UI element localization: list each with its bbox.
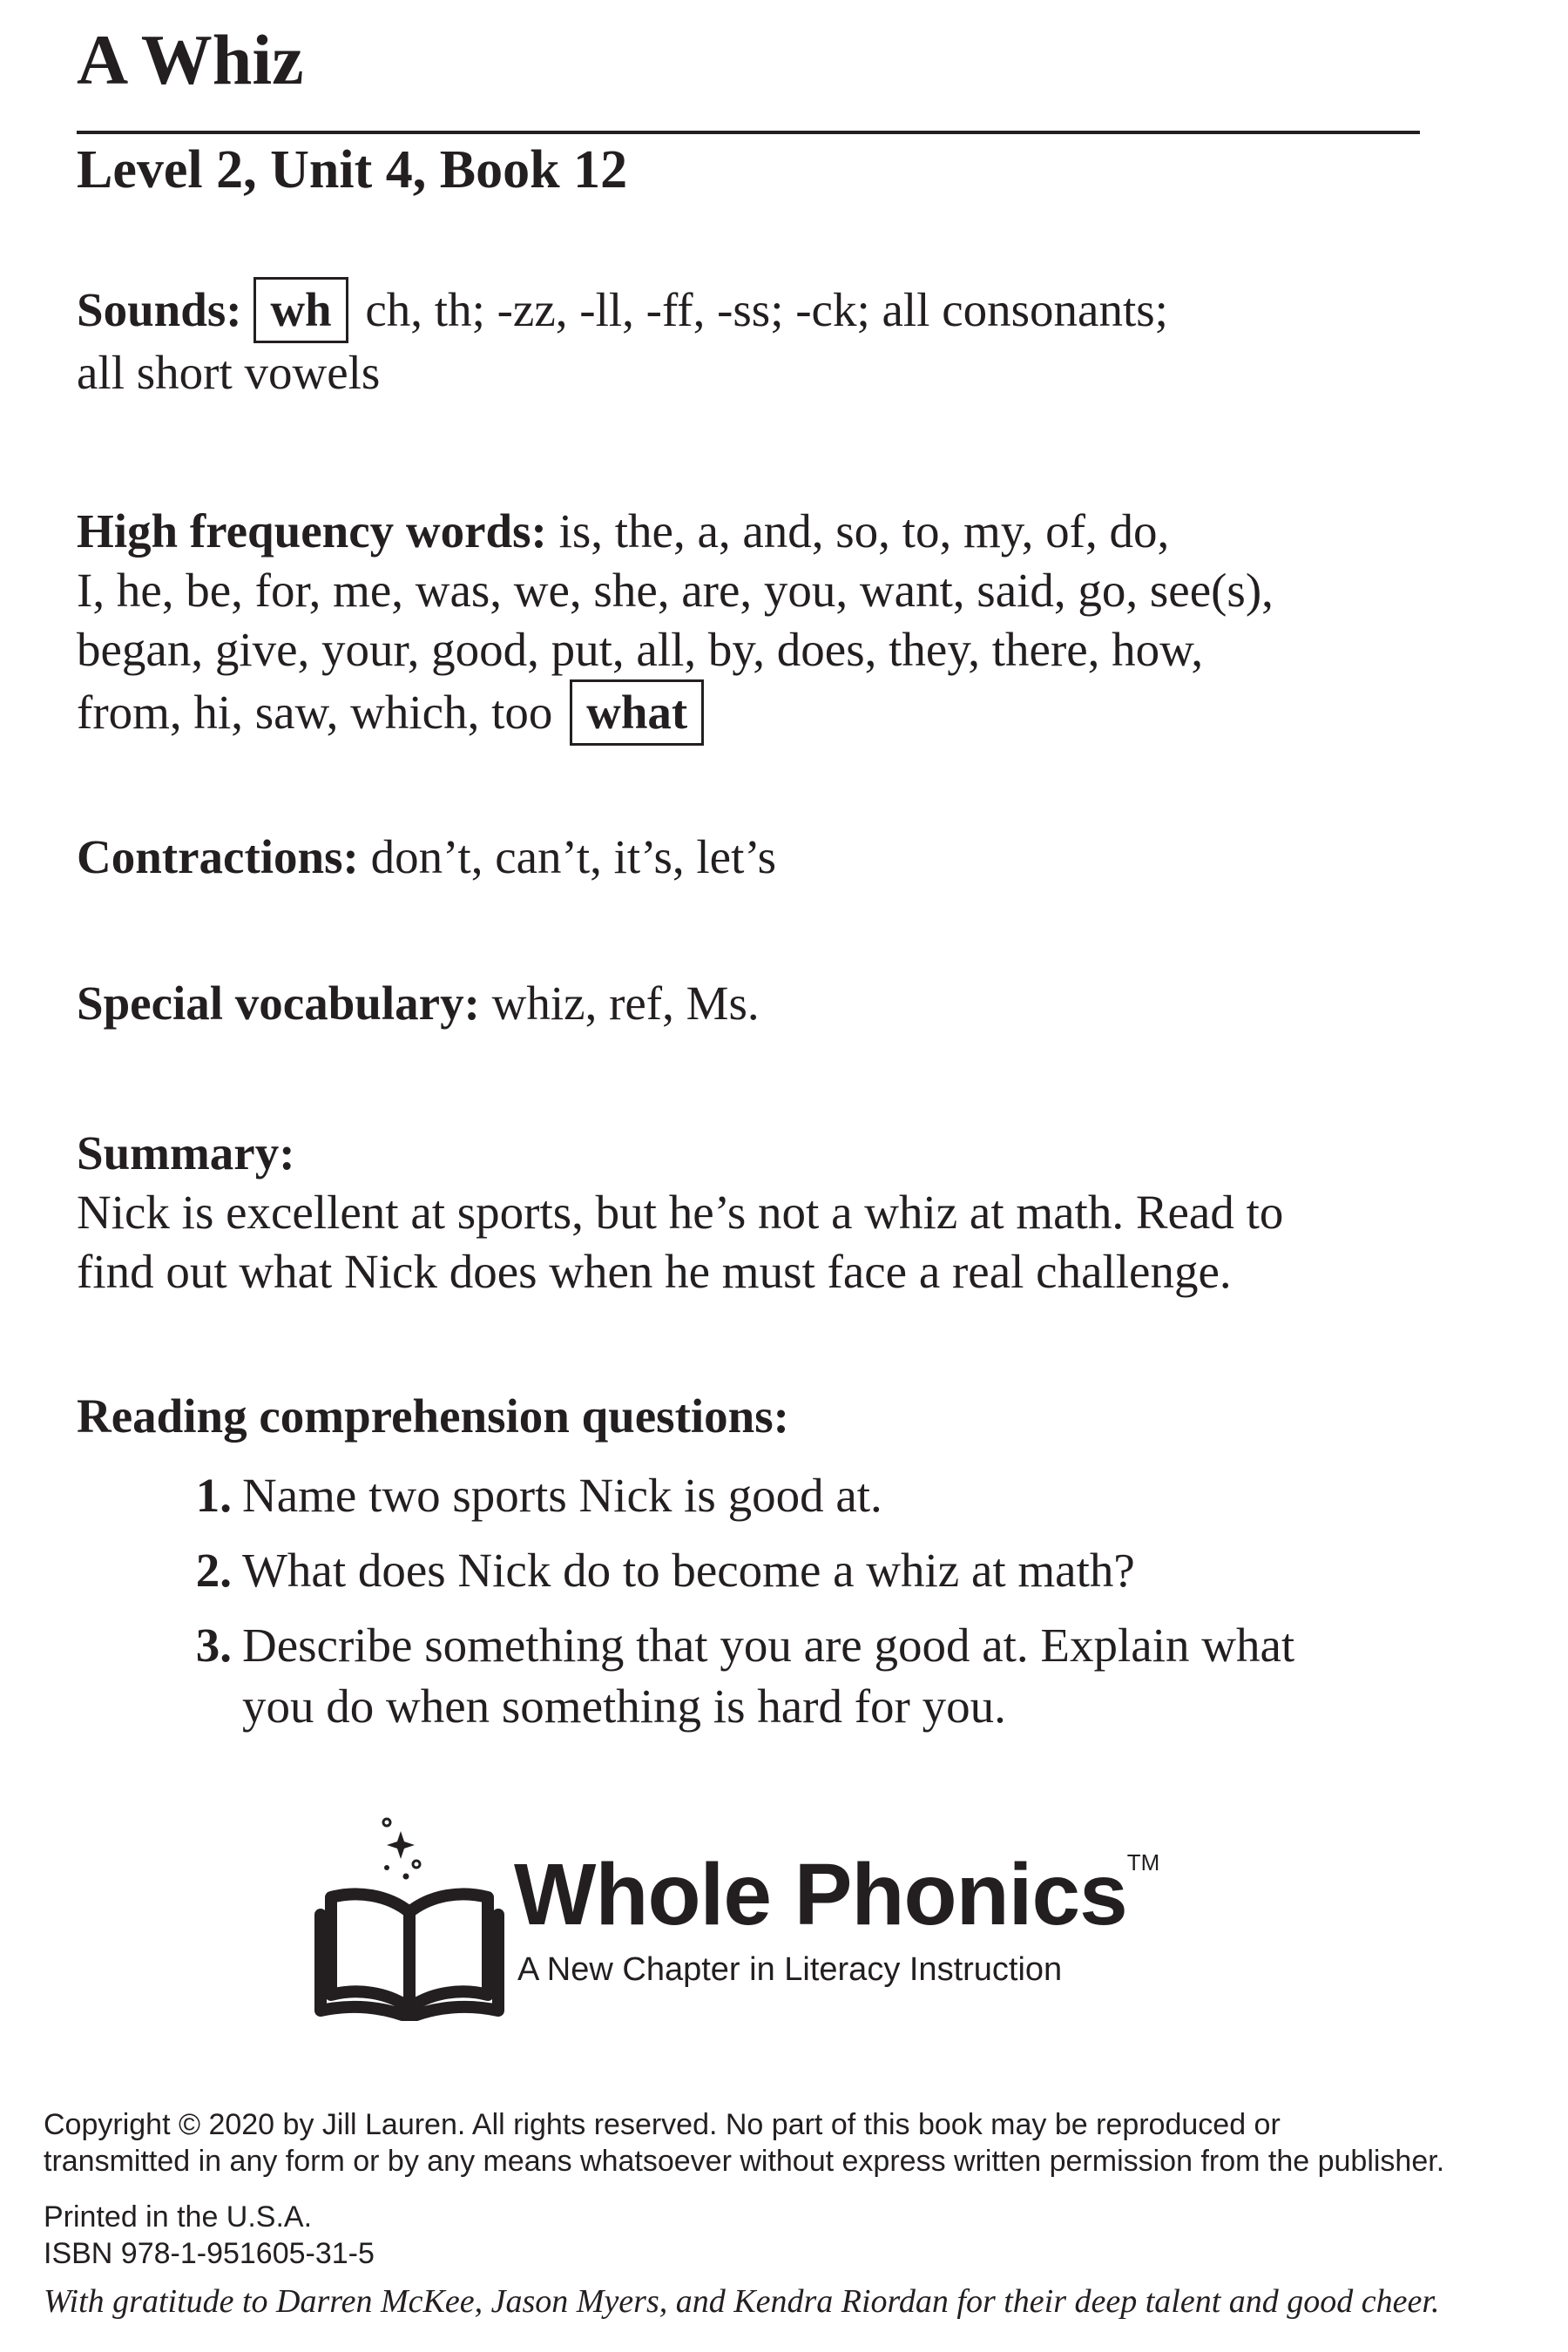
question-text: What does Nick do to become a whiz at math?	[242, 1544, 1135, 1597]
hfw-line-3: began, give, your, good, put, all, by, does, they, there, how,	[77, 623, 1204, 676]
hfw-line-1	[77, 502, 1436, 561]
sounds-list: ch, th; -zz, -ll, -ff, -ss; -ck; all consonants;	[365, 283, 1168, 336]
summary-label: Summary:	[77, 1126, 295, 1179]
special-vocabulary-list: whiz, ref, Ms.	[491, 977, 760, 1030]
hfw-list-1: is, the, a, and, so, to, my, of, do,	[558, 504, 1170, 558]
trademark-mark: TM	[1126, 1849, 1160, 1876]
contractions-section	[77, 828, 1436, 887]
hfw-list-4: from, hi, saw, which, too	[77, 686, 553, 739]
title-divider	[77, 131, 1420, 134]
question-number: 2.	[195, 1544, 232, 1597]
sounds-label: Sounds:	[77, 283, 242, 336]
question-text: Describe something that you are good at. Explain what	[242, 1619, 1295, 1672]
page-title: A Whiz	[77, 20, 304, 99]
hfw-line-4	[77, 679, 1436, 746]
contractions-label: Contractions:	[77, 830, 359, 883]
book-level-subtitle: Level 2, Unit 4, Book 12	[77, 140, 628, 199]
special-vocabulary-label: Special vocabulary:	[77, 977, 480, 1030]
sounds-highlight-box: wh	[253, 277, 348, 343]
summary-line-1: Nick is excellent at sports, but he’s not a whiz at math. Read to	[77, 1186, 1284, 1239]
sounds-section	[77, 277, 1436, 402]
copyright-line-1: Copyright © 2020 by Jill Lauren. All rights reserved. No part of this book may be reproduced or	[44, 2108, 1281, 2141]
question-number: 3.	[195, 1619, 232, 1672]
sounds-line-1	[77, 277, 1436, 343]
high-frequency-section	[77, 502, 1436, 746]
summary-line-2: find out what Nick does when he must face a real challenge.	[77, 1245, 1232, 1298]
copyright-block	[44, 2106, 1542, 2180]
brand-text: Whole Phonics	[514, 1846, 1127, 1943]
question-number: 1.	[195, 1469, 232, 1522]
printed-in: Printed in the U.S.A.	[44, 2200, 313, 2234]
question-text-continued: you do when something is hard for you.	[242, 1680, 1006, 1733]
hfw-highlight-box: what	[570, 679, 704, 746]
special-vocabulary-section	[77, 974, 1436, 1033]
isbn: ISBN 978-1-951605-31-5	[44, 2237, 375, 2270]
questions-heading: Reading comprehension questions:	[77, 1389, 789, 1443]
question-text: Name two sports Nick is good at.	[242, 1469, 882, 1522]
contractions-list: don’t, can’t, it’s, let’s	[370, 830, 777, 883]
hfw-line-2: I, he, be, for, me, was, we, she, are, you, want, said, go, see(s),	[77, 564, 1274, 617]
brand-name	[514, 1846, 1160, 1943]
copyright-line-2: transmitted in any form or by any means whatsoever without express written permission from the publisher.	[44, 2145, 1445, 2178]
summary-section	[77, 1124, 1436, 1301]
brand-tagline: A New Chapter in Literacy Instruction	[517, 1951, 1063, 1988]
open-book-sparkle-icon	[314, 1812, 505, 2021]
acknowledgement: With gratitude to Darren McKee, Jason Myers, and Kendra Riordan for their deep talent and good cheer.	[44, 2283, 1440, 2320]
printing-info	[44, 2199, 1542, 2272]
sounds-line-2: all short vowels	[77, 346, 381, 399]
hfw-label: High frequency words:	[77, 504, 547, 558]
